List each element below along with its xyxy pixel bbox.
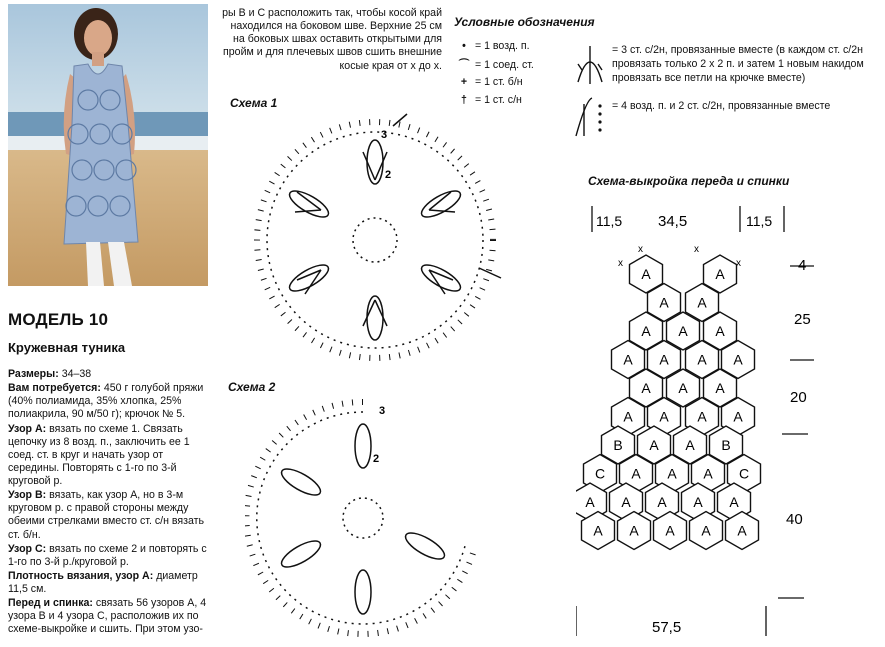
motif-label: A [685, 437, 695, 453]
dim-20: 20 [790, 389, 807, 406]
legend-item-slip [456, 59, 534, 73]
dim-left-shoulder: 11,5 [596, 213, 623, 229]
motif-label: A [641, 380, 651, 396]
legend-item-text: = 1 возд. п. [474, 40, 530, 52]
motif-label: A [641, 266, 651, 282]
legend-combo-1: = 3 ст. с/2н, провязанные вместе (в каждом ст. с/2н провязать только 2 х 2 п. и затем 1 новым накидом провязать все петли на крючке вместе) [612, 44, 864, 84]
round-number-2: 2 [373, 453, 380, 465]
motif-label: A [697, 294, 707, 311]
cluster-stitch-icon [570, 40, 610, 140]
motif-label: A [697, 351, 707, 368]
schema-2-diagram [245, 396, 485, 642]
pattern-b-value: вязать, как узор А, но в 3-м круговом р. с правой стороны между обеими стрелками вместо ст. с/н вязать ст. б/н. [8, 489, 205, 541]
motif-label: A [697, 408, 707, 425]
motif-label: A [659, 351, 669, 368]
motif-label: A [585, 494, 595, 510]
motif-label: B [613, 437, 623, 453]
round-number-2: 2 [385, 169, 392, 181]
motif-label: A [631, 465, 641, 482]
legend-item-text: = 1 ст. с/н [474, 94, 522, 106]
dim-40: 40 [786, 511, 803, 528]
schema-1-diagram [245, 112, 505, 372]
motif-label: A [715, 380, 725, 396]
motif-label: A [715, 323, 725, 339]
motif-label: A [641, 323, 651, 339]
round-number-3: 3 [379, 405, 386, 417]
motif-label: A [693, 494, 703, 510]
shoulder-mark: x [694, 244, 699, 255]
motif-label: A [649, 437, 659, 453]
motif-label: A [701, 522, 711, 539]
motif-grid [576, 255, 761, 550]
legend-item-text: = 1 ст. б/н [474, 76, 523, 88]
motif-label: A [678, 323, 688, 339]
motif-label: C [594, 465, 606, 482]
motif-label: A [733, 408, 743, 425]
instructions-text [8, 368, 210, 638]
shoulder-mark: x [618, 258, 623, 269]
round-number-3: 3 [381, 129, 388, 141]
dim-25: 25 [794, 311, 811, 328]
motif-label: A [657, 494, 667, 510]
legend-title: Условные обозначения [454, 15, 595, 29]
front-label: Перед и спинка: [8, 597, 93, 610]
motif-label: A [659, 408, 669, 425]
motif-label: A [715, 266, 725, 282]
pattern-a-value: вязать по схеме 1. Связать цепочку из 8 возд. п., заключить ее 1 соед. ст. в круг и начать узор от середины. Повторять с 1-го по 3-й круговой р. [8, 422, 190, 487]
motif-label: A [623, 351, 633, 368]
schema-1-label: Схема 1 [230, 96, 278, 110]
legend-item-double [456, 94, 522, 108]
needs-value: 450 г голубой пряжи (40% полиамида, 35% хлопка, 25% полиакрила, 90 м/50 г); крючок № 5. [8, 382, 204, 421]
slip-stitch-icon: ⌒ [458, 59, 470, 71]
single-crochet-icon: + [460, 76, 468, 88]
motif-label: A [593, 522, 603, 539]
motif-label: C [738, 465, 750, 482]
motif-label: A [678, 380, 688, 396]
pattern-b-label: Узор В: [8, 489, 47, 502]
instructions-continuation: ры В и С расположить так, чтобы косой край находился на боковом шве. Верхние 25 см на боковых швах оставить открытыми для пройм и для плечевых швов сшить внешние косые края от х до х. [222, 7, 442, 72]
motif-label: A [629, 522, 639, 539]
motif-label: A [729, 494, 739, 510]
motif-label: A [703, 465, 713, 482]
model-title: МОДЕЛЬ 10 [8, 310, 109, 329]
motif-label: A [623, 408, 633, 425]
sizes-label: Размеры: [8, 368, 59, 380]
model-subtitle: Кружевная туника [8, 340, 126, 355]
legend-item-chain [456, 40, 530, 54]
motif-label: A [621, 494, 631, 510]
motif-label: A [659, 294, 669, 311]
schema-2-label: Схема 2 [228, 380, 276, 394]
pattern-c-value: вязать по схеме 2 и повторять с 1-го по 3-й р./круговой р. [8, 542, 207, 568]
density-value: диаметр 11,5 см. [8, 569, 198, 595]
legend-item-single [456, 76, 523, 90]
model-photo [8, 4, 208, 286]
shoulder-mark: x [638, 244, 643, 255]
dim-neck: 34,5 [658, 213, 688, 230]
sizes-value: 34–38 [61, 368, 92, 380]
chain-stitch-icon: • [462, 40, 466, 52]
density-label: Плотность вязания, узор А: [8, 569, 154, 582]
motif-label: A [665, 522, 675, 539]
front-value: связать 56 узоров А, 4 узора В и 4 узора С, расположив их по схеме-выкройке и сшить. При этом узо- [8, 597, 207, 636]
motif-label: A [667, 465, 677, 482]
pattern-layout-title: Схема-выкройка переда и спинки [588, 174, 790, 188]
dim-bottom: 57,5 [652, 619, 682, 636]
shoulder-mark: x [736, 258, 741, 269]
dim-4: 4 [798, 257, 807, 274]
motif-label: A [737, 522, 747, 539]
pattern-layout-diagram [576, 196, 876, 642]
pattern-c-label: Узор С: [8, 542, 47, 555]
legend-item-text: = 1 соед. ст. [474, 59, 534, 71]
dim-right-shoulder: 11,5 [746, 213, 773, 229]
pattern-a-label: Узор А: [8, 422, 47, 435]
motif-label: A [733, 351, 743, 368]
motif-label: B [721, 437, 731, 453]
double-crochet-icon: † [461, 94, 467, 106]
legend-combo-2: = 4 возд. п. и 2 ст. с/2н, провязанные вместе [612, 100, 831, 112]
needs-label: Вам потребуется: [8, 382, 101, 395]
